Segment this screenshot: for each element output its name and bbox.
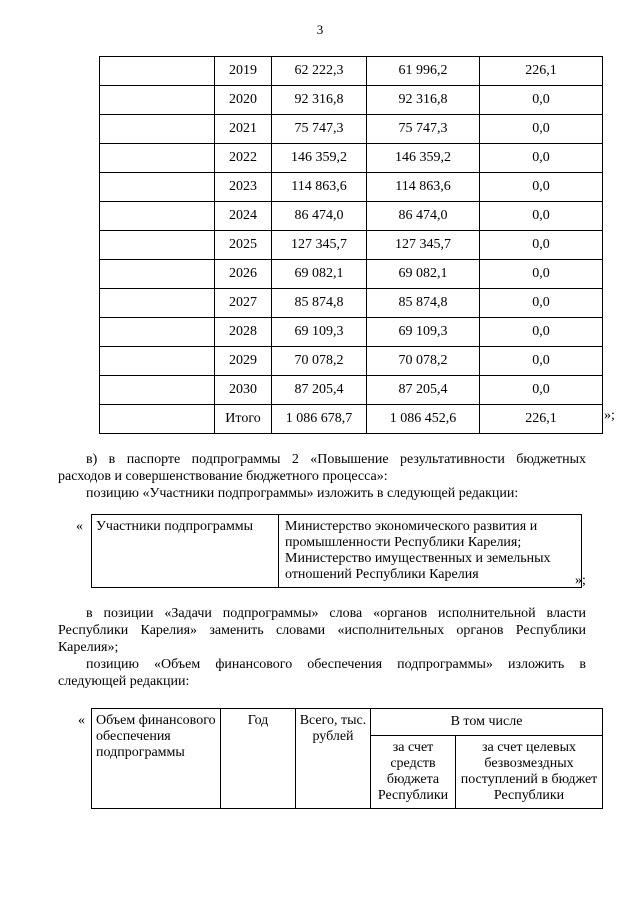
other-cell: 0,0 (480, 318, 603, 347)
other-cell: 0,0 (480, 376, 603, 405)
table-row (100, 260, 603, 289)
participants-table (91, 514, 582, 588)
budget-cell: 85 874,8 (367, 289, 480, 318)
table-row (100, 115, 603, 144)
table-row (100, 86, 603, 115)
other-cell: 0,0 (480, 289, 603, 318)
total-cell: 92 316,8 (272, 86, 367, 115)
other-cell: 226,1 (480, 57, 603, 86)
empty-cell (100, 289, 215, 318)
table-row (100, 289, 603, 318)
table-row (100, 376, 603, 405)
table-row (100, 57, 603, 86)
empty-cell (100, 376, 215, 405)
paragraph-participants: позицию «Участники подпрограммы» изложить в следующей редакции: (86, 486, 519, 501)
total-cell: 1 086 678,7 (272, 405, 367, 434)
budget-cell: 69 082,1 (367, 260, 480, 289)
table-row (100, 144, 603, 173)
col-year: Год (221, 709, 296, 809)
empty-cell (100, 115, 215, 144)
budget-cell: 146 359,2 (367, 144, 480, 173)
col-gratuitous: за счет целевых безвозмездных поступлений в бюджет Республики (456, 736, 603, 809)
col-budget: за счет средств бюджета Республики (371, 736, 456, 809)
col-total: Всего, тыс. рублей (296, 709, 371, 809)
budget-cell: 75 747,3 (367, 115, 480, 144)
year-cell: 2025 (215, 231, 272, 260)
total-cell: 87 205,4 (272, 376, 367, 405)
funding-table (99, 56, 603, 434)
participants-label: Участники подпрограммы (92, 515, 279, 588)
opening-quote: « (78, 713, 85, 728)
budget-cell: 61 996,2 (367, 57, 480, 86)
other-cell: 0,0 (480, 347, 603, 376)
year-cell: 2019 (215, 57, 272, 86)
col-label: Объем финансового обеспечения подпрограммы (92, 709, 221, 809)
table-row (100, 347, 603, 376)
empty-cell (100, 173, 215, 202)
empty-cell (100, 202, 215, 231)
page-number: 3 (316, 22, 324, 37)
other-cell: 0,0 (480, 115, 603, 144)
year-cell: 2030 (215, 376, 272, 405)
other-cell: 0,0 (480, 173, 603, 202)
budget-cell: 1 086 452,6 (367, 405, 480, 434)
year-cell: 2020 (215, 86, 272, 115)
empty-cell (100, 260, 215, 289)
table-row (100, 405, 603, 434)
budget-cell: 114 863,6 (367, 173, 480, 202)
table-row (100, 318, 603, 347)
empty-cell (100, 347, 215, 376)
empty-cell (100, 405, 215, 434)
budget-cell: 87 205,4 (367, 376, 480, 405)
empty-cell (100, 318, 215, 347)
year-cell: 2021 (215, 115, 272, 144)
table-row (100, 202, 603, 231)
other-cell: 0,0 (480, 260, 603, 289)
closing-quote: »; (604, 408, 615, 423)
closing-quote: »; (575, 573, 586, 588)
total-cell: 146 359,2 (272, 144, 367, 173)
year-cell: 2026 (215, 260, 272, 289)
year-cell: 2028 (215, 318, 272, 347)
empty-cell (100, 231, 215, 260)
budget-cell: 92 316,8 (367, 86, 480, 115)
table-row (100, 231, 603, 260)
paragraph-tasks: в позиции «Задачи подпрограммы» слова «органов исполнительной власти Республики Карелия» заменить словами «исполнительных органов Республики Карелия»; (58, 606, 586, 655)
year-cell: 2029 (215, 347, 272, 376)
total-cell: 69 082,1 (272, 260, 367, 289)
empty-cell (100, 57, 215, 86)
opening-quote: « (76, 519, 83, 534)
empty-cell (100, 86, 215, 115)
budget-cell: 69 109,3 (367, 318, 480, 347)
col-including: В том числе (371, 709, 603, 736)
total-cell: 75 747,3 (272, 115, 367, 144)
total-cell: 127 345,7 (272, 231, 367, 260)
other-cell: 0,0 (480, 231, 603, 260)
budget-cell: 86 474,0 (367, 202, 480, 231)
table-row (100, 173, 603, 202)
year-cell: 2027 (215, 289, 272, 318)
empty-cell (100, 144, 215, 173)
total-cell: 85 874,8 (272, 289, 367, 318)
budget-cell: 127 345,7 (367, 231, 480, 260)
other-cell: 0,0 (480, 86, 603, 115)
budget-cell: 70 078,2 (367, 347, 480, 376)
total-cell: 69 109,3 (272, 318, 367, 347)
total-cell: 70 078,2 (272, 347, 367, 376)
year-cell: 2022 (215, 144, 272, 173)
other-cell: 0,0 (480, 202, 603, 231)
year-cell: Итого (215, 405, 272, 434)
year-cell: 2024 (215, 202, 272, 231)
total-cell: 114 863,6 (272, 173, 367, 202)
total-cell: 86 474,0 (272, 202, 367, 231)
other-cell: 0,0 (480, 144, 603, 173)
year-cell: 2023 (215, 173, 272, 202)
volume-table (91, 708, 603, 809)
total-cell: 62 222,3 (272, 57, 367, 86)
paragraph-volume: позицию «Объем финансового обеспечения подпрограммы» изложить в следующей редакции: (58, 657, 586, 689)
participants-value: Министерство экономического развития и промышленности Республики Карелия; Министерство имущественных и земельных отношений Республики Карелия (279, 515, 582, 588)
other-cell: 226,1 (480, 405, 603, 434)
paragraph-v: в) в паспорте подпрограммы 2 «Повышение результативности бюджетных расходов и совершенствование бюджетного процесса»: (58, 452, 586, 484)
